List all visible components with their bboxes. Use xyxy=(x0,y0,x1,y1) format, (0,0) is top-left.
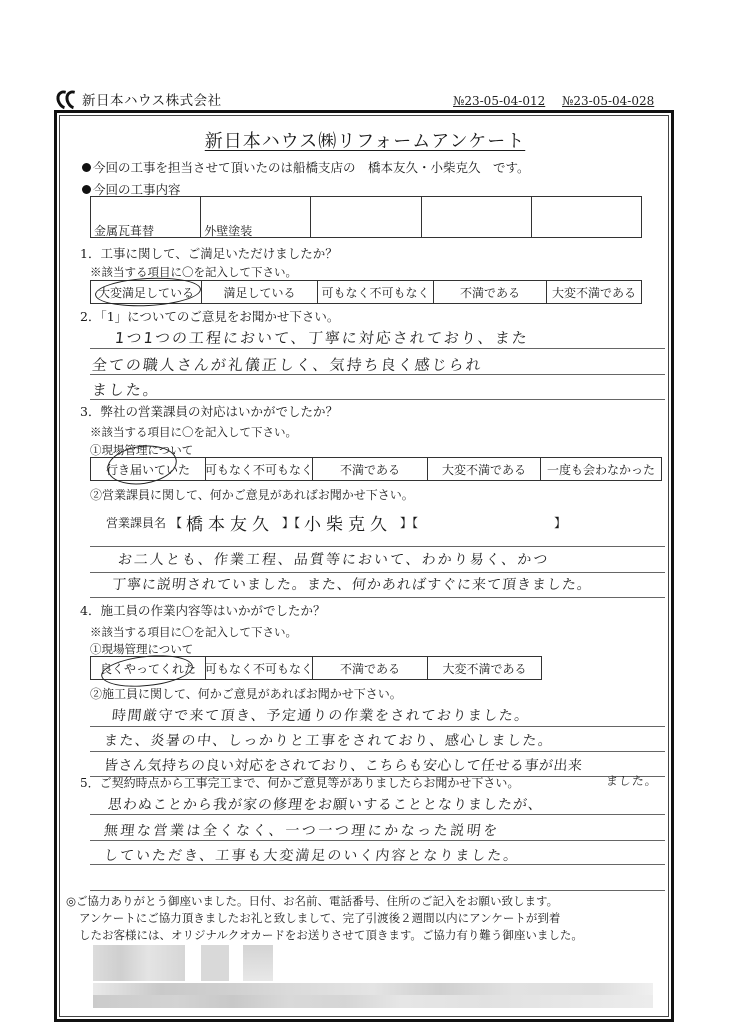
q1-rating-table xyxy=(90,280,642,304)
ruled-line xyxy=(90,597,665,598)
q3-option-never-met[interactable]: 一度も会わなかった xyxy=(546,462,655,477)
q4-option-dissatisfied[interactable]: 不満である xyxy=(313,657,428,679)
q2-answer-line: 1つ1つの工程において、丁寧に対応されており、また xyxy=(114,329,530,347)
q1-option-satisfied[interactable]: 満足している xyxy=(202,281,318,303)
q4-option-very-dissatisfied[interactable]: 大変不満である xyxy=(442,661,527,676)
ruled-line xyxy=(90,751,665,752)
q3-option-very-dissatisfied[interactable]: 大変不満である xyxy=(428,458,541,480)
ruled-line xyxy=(90,890,665,891)
q2-answer-line: ました。 xyxy=(91,381,161,399)
ruled-line xyxy=(90,814,665,815)
q3-note: ※該当する項目に〇を記入して下さい。 xyxy=(90,425,297,439)
q3-option-dissatisfied[interactable]: 不満である xyxy=(313,458,428,480)
document-number-1: №23-05-04-012 xyxy=(453,94,546,108)
q2-question: 2．「1」についてのご意見をお聞かせ下さい。 xyxy=(80,309,340,324)
company-logo-icon xyxy=(57,89,79,109)
ruled-line xyxy=(90,840,665,841)
staff-name-field[interactable]: 橋本友久 xyxy=(186,515,275,535)
q3-answer-line: 丁寧に説明されていました。また、何かあればすぐに来て頂きました。 xyxy=(111,577,593,593)
ruled-line xyxy=(90,572,665,573)
ruled-line xyxy=(90,348,665,349)
closing-line: したお客様には、オリジナルクオカードをお送りさせて頂きます。ご協力有り難う御座いました。 xyxy=(79,928,583,942)
q3-sub1-label: ①現場管理について xyxy=(90,443,194,457)
q4-answer-line: 皆さん気持ちの良い対応をされており、こちらも安心して任せる事が出来 xyxy=(103,758,584,774)
work-cell[interactable] xyxy=(532,197,641,237)
q1-note: ※該当する項目に〇を記入して下さい。 xyxy=(90,265,297,279)
q5-question: 5．ご契約時点から工事完工まで、何かご意見等がありましたらお聞かせ下さい。 xyxy=(80,776,520,790)
q4-option-neutral[interactable]: 可もなく不可もなく xyxy=(206,657,313,679)
q4-rating-table xyxy=(90,656,542,680)
bullet-icon xyxy=(82,185,91,194)
ruled-line xyxy=(90,546,665,547)
work-cell[interactable] xyxy=(311,197,421,237)
q5-answer-line: 無理な営業は全くなく、一つ一つ理にかなった説明を xyxy=(103,823,501,839)
q3-rating-table xyxy=(90,457,662,481)
q4-sub2-label: ②施工員に関して、何かご意見があればお聞かせ下さい。 xyxy=(90,687,402,701)
work-content-label: 今回の工事内容 xyxy=(82,180,181,198)
q1-option-very-dissatisfied[interactable]: 大変不満である xyxy=(551,285,636,300)
company-name: 新日本ハウス株式会社 xyxy=(82,93,222,109)
q1-option-very-satisfied[interactable]: 大変満足している xyxy=(91,281,202,303)
document-number-2: №23-05-04-028 xyxy=(562,94,655,108)
staff-line: 今回の工事を担当させて頂いたのは船橋支店の 橋本友久・小柴克久 です。 xyxy=(82,158,530,176)
work-cell[interactable]: 外壁塗装 xyxy=(201,197,311,237)
ruled-line xyxy=(90,726,665,727)
q3-answer-line: お二人とも、作業工程、品質等において、わかり易く、かつ xyxy=(117,552,551,568)
q1-option-neutral[interactable]: 可もなく不可もなく xyxy=(318,281,434,303)
q3-sub2-label: ②営業課員に関して、何かご意見があればお聞かせ下さい。 xyxy=(90,488,414,502)
work-cell[interactable]: 金属瓦葺替 xyxy=(91,197,201,237)
bullet-icon xyxy=(82,163,91,172)
q5-answer-line: していただき、工事も大変満足のいく内容となりました。 xyxy=(103,848,521,864)
q4-answer-line: また、炎暑の中、しっかりと工事をされており、感心しました。 xyxy=(103,733,555,749)
closing-line: ◎ご協力ありがとう御座いました。日付、お名前、電話番号、住所のご記入をお願い致します。 xyxy=(66,894,559,908)
q3-option-neutral[interactable]: 可もなく不可もなく xyxy=(206,458,313,480)
redacted-customer-info xyxy=(93,945,653,1010)
q4-answer-continuation: ました。 xyxy=(605,774,659,788)
ruled-line xyxy=(90,399,665,400)
q3-question: 3．弊社の営業課員の対応はいかがでしたか？ xyxy=(80,404,338,419)
closing-line: アンケートにご協力頂きましたお礼と致しまして、完了引渡後２週間以内にアンケートが到着 xyxy=(79,911,561,925)
staff-names-row: 営業課員名 【 橋本友久 】【 小柴克久 】【 】 xyxy=(106,510,566,535)
q1-question: 1．工事に関して、ご満足いただけましたか？ xyxy=(80,246,338,261)
q2-answer-line: 全ての職人さんが礼儀正しく、気持ち良く感じられ xyxy=(91,356,484,374)
work-content-table xyxy=(90,196,642,238)
q1-option-dissatisfied[interactable]: 不満である xyxy=(434,281,547,303)
staff-name-field[interactable]: 小柴克久 xyxy=(304,515,393,535)
q4-option-did-well[interactable]: 良くやってくれた xyxy=(91,657,206,679)
work-cell[interactable] xyxy=(422,197,532,237)
q3-option-attentive[interactable]: 行き届いていた xyxy=(91,458,206,480)
q4-sub1-label: ①現場管理について xyxy=(90,642,194,656)
q5-answer-line: 思わぬことから我が家の修理をお願いすることとなりましたが、 xyxy=(107,797,544,813)
q4-answer-line: 時間厳守で来て頂き、予定通りの作業をされておりました。 xyxy=(111,708,531,724)
q4-question: 4．施工員の作業内容等はいかがでしたか？ xyxy=(80,603,326,618)
q4-note: ※該当する項目に〇を記入して下さい。 xyxy=(90,625,297,639)
form-title: 新日本ハウス㈱リフォームアンケート xyxy=(204,131,526,152)
company-logo xyxy=(57,89,222,109)
staff-name-label: 営業課員名 xyxy=(106,516,167,530)
